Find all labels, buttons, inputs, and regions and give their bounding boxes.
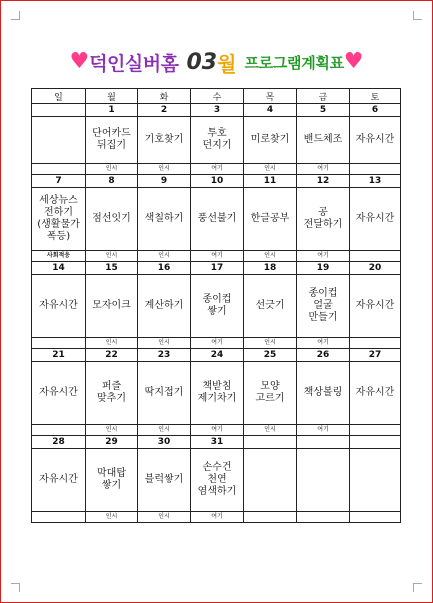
- activity-cell: 세상뉴스 전하기 (생활물가 폭등): [32, 188, 86, 251]
- note-cell: [244, 512, 297, 523]
- date-cell: 12: [297, 175, 350, 188]
- weekday-header-row: [32, 89, 401, 104]
- activity-cell: 자유시간: [350, 188, 401, 251]
- note-cell: 인시: [138, 512, 191, 523]
- activity-cell: 밴드체조: [297, 117, 350, 164]
- note-row: [32, 251, 401, 262]
- note-cell: 인시: [244, 164, 297, 175]
- note-cell: 인시: [86, 512, 138, 523]
- date-row: [32, 436, 401, 449]
- date-cell: 26: [297, 349, 350, 362]
- note-cell: [350, 425, 401, 436]
- note-cell: 인시: [244, 251, 297, 262]
- date-cell: 21: [32, 349, 86, 362]
- activity-cell: 딱지접기: [138, 362, 191, 425]
- note-cell: 여기: [191, 512, 244, 523]
- page-title: [0, 46, 433, 78]
- activity-cell: 자유시간: [32, 275, 86, 338]
- activity-row: [32, 449, 401, 512]
- note-cell: 여기: [191, 164, 244, 175]
- activity-cell: 미로찾기: [244, 117, 297, 164]
- date-cell: [350, 436, 401, 449]
- note-cell: 여기: [191, 251, 244, 262]
- title-month-number: 03: [186, 49, 218, 75]
- activity-cell: 자유시간: [350, 362, 401, 425]
- title-facility-name: 덕인실버홈: [89, 52, 179, 75]
- date-cell: 16: [138, 262, 191, 275]
- activity-row: [32, 362, 401, 425]
- activity-cell: 막대탑 쌓기: [86, 449, 138, 512]
- crop-mark-top-right: [413, 11, 422, 20]
- activity-cell: 투호 던지기: [191, 117, 244, 164]
- note-cell: 여기: [191, 425, 244, 436]
- note-cell: 인시: [86, 338, 138, 349]
- weekday-sun: 일: [32, 89, 86, 104]
- activity-cell: [350, 449, 401, 512]
- date-cell: 19: [297, 262, 350, 275]
- crop-mark-top-left: [11, 11, 20, 20]
- date-cell: 7: [32, 175, 86, 188]
- note-cell: 여기: [191, 338, 244, 349]
- title-month-label: 월: [217, 51, 237, 76]
- date-cell: 29: [86, 436, 138, 449]
- note-cell: [350, 251, 401, 262]
- weekday-mon: 월: [86, 89, 138, 104]
- note-row: [32, 425, 401, 436]
- date-cell: 30: [138, 436, 191, 449]
- activity-cell: 블럭쌓기: [138, 449, 191, 512]
- date-row: [32, 175, 401, 188]
- weekday-tue: 화: [138, 89, 191, 104]
- note-cell: 사회적응: [32, 251, 86, 262]
- weekday-fri: 금: [297, 89, 350, 104]
- date-cell: 31: [191, 436, 244, 449]
- note-cell: 인시: [138, 338, 191, 349]
- program-calendar: [31, 88, 401, 523]
- activity-cell: 자유시간: [32, 362, 86, 425]
- weekday-thu: 목: [244, 89, 297, 104]
- date-cell: 28: [32, 436, 86, 449]
- activity-cell: 종이컵 얼굴 만들기: [297, 275, 350, 338]
- note-cell: [297, 512, 350, 523]
- date-cell: 5: [297, 104, 350, 117]
- activity-cell: 자유시간: [350, 117, 401, 164]
- note-cell: [350, 164, 401, 175]
- activity-cell: 자유시간: [32, 449, 86, 512]
- note-cell: [32, 425, 86, 436]
- activity-cell: 책상볼링: [297, 362, 350, 425]
- activity-cell: 단어카드 뒤집기: [86, 117, 138, 164]
- note-cell: [350, 512, 401, 523]
- activity-cell: 책받침 제기차기: [191, 362, 244, 425]
- note-cell: 여기: [297, 425, 350, 436]
- date-cell: 15: [86, 262, 138, 275]
- weekday-sat: 토: [350, 89, 401, 104]
- note-cell: 인시: [138, 425, 191, 436]
- note-row: [32, 512, 401, 523]
- note-cell: 인시: [86, 164, 138, 175]
- note-cell: 여기: [297, 338, 350, 349]
- date-cell: 1: [86, 104, 138, 117]
- date-cell: 17: [191, 262, 244, 275]
- activity-cell: 계산하기: [138, 275, 191, 338]
- note-cell: 인시: [244, 338, 297, 349]
- heart-icon: ♥: [69, 49, 90, 74]
- note-cell: 여기: [297, 251, 350, 262]
- date-cell: 25: [244, 349, 297, 362]
- date-cell: 18: [244, 262, 297, 275]
- date-row: [32, 349, 401, 362]
- date-cell: 4: [244, 104, 297, 117]
- note-cell: [350, 338, 401, 349]
- date-cell: 10: [191, 175, 244, 188]
- activity-cell: 퍼즐 맞추기: [86, 362, 138, 425]
- date-cell: [297, 436, 350, 449]
- date-cell: 27: [350, 349, 401, 362]
- note-row: [32, 164, 401, 175]
- crop-mark-bottom-left: [11, 583, 20, 592]
- date-cell: 24: [191, 349, 244, 362]
- heart-icon: ♥: [343, 49, 364, 74]
- activity-cell: [32, 117, 86, 164]
- activity-cell: 기호찾기: [138, 117, 191, 164]
- activity-cell: 한글공부: [244, 188, 297, 251]
- activity-row: [32, 117, 401, 164]
- date-cell: 13: [350, 175, 401, 188]
- weekday-wed: 수: [191, 89, 244, 104]
- date-cell: 20: [350, 262, 401, 275]
- activity-cell: [297, 449, 350, 512]
- date-cell: 22: [86, 349, 138, 362]
- crop-mark-bottom-right: [413, 583, 422, 592]
- date-cell: 9: [138, 175, 191, 188]
- note-cell: [32, 164, 86, 175]
- date-cell: [244, 436, 297, 449]
- date-cell: 23: [138, 349, 191, 362]
- date-cell: 8: [86, 175, 138, 188]
- date-row: [32, 104, 401, 117]
- date-cell: 6: [350, 104, 401, 117]
- activity-cell: 공 전달하기: [297, 188, 350, 251]
- date-cell: [32, 104, 86, 117]
- note-cell: [32, 512, 86, 523]
- activity-cell: 점선잇기: [86, 188, 138, 251]
- note-row: [32, 338, 401, 349]
- date-cell: 14: [32, 262, 86, 275]
- activity-cell: 자유시간: [350, 275, 401, 338]
- note-cell: 여기: [297, 164, 350, 175]
- activity-cell: 풍선불기: [191, 188, 244, 251]
- activity-cell: 모양 고르기: [244, 362, 297, 425]
- date-row: [32, 262, 401, 275]
- title-program-plan: 프로그램계획표: [244, 53, 344, 72]
- activity-cell: 모자이크: [86, 275, 138, 338]
- activity-cell: 종이컵 쌓기: [191, 275, 244, 338]
- activity-cell: 선긋기: [244, 275, 297, 338]
- activity-cell: 색칠하기: [138, 188, 191, 251]
- date-cell: 11: [244, 175, 297, 188]
- note-cell: 인시: [138, 164, 191, 175]
- date-cell: 3: [191, 104, 244, 117]
- note-cell: 인시: [244, 425, 297, 436]
- note-cell: 인시: [86, 251, 138, 262]
- activity-row: [32, 275, 401, 338]
- activity-cell: 손수건 천연 염색하기: [191, 449, 244, 512]
- note-cell: 인시: [86, 425, 138, 436]
- date-cell: 2: [138, 104, 191, 117]
- note-cell: [32, 338, 86, 349]
- activity-cell: [244, 449, 297, 512]
- note-cell: 인시: [138, 251, 191, 262]
- activity-row: [32, 188, 401, 251]
